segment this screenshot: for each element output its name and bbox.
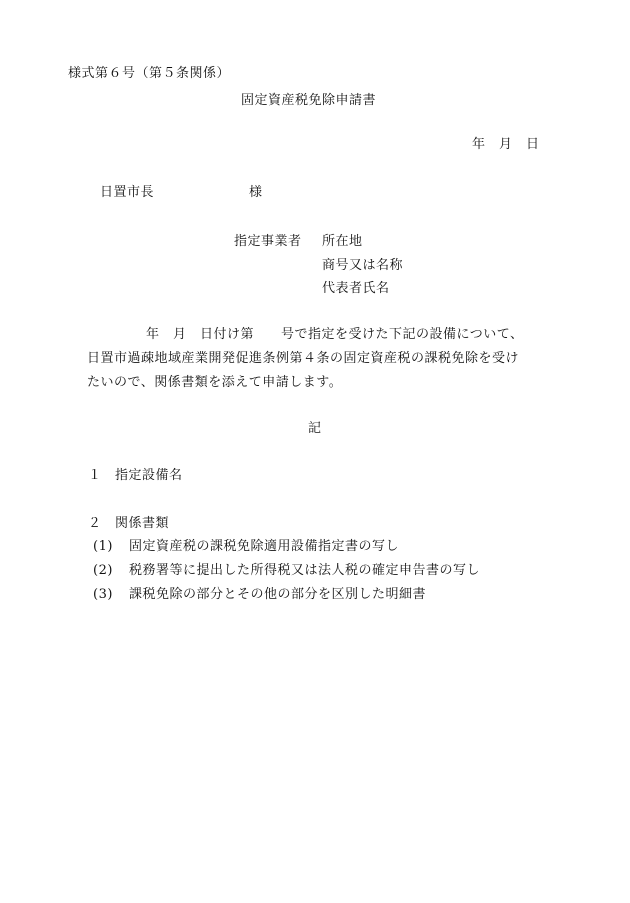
date-line: 年 月 日 xyxy=(472,137,540,152)
addressee-name: 日置市長 xyxy=(100,185,155,200)
body-line-2: 日置市過疎地域産業開発促進条例第４条の固定資産税の課税免除を受け xyxy=(87,351,520,366)
subitem-text: 課税免除の部分とその他の部分を区別した明細書 xyxy=(129,587,427,602)
subitem-number: (1) xyxy=(93,539,113,554)
applicant-field-name: 商号又は名称 xyxy=(322,258,404,273)
addressee-honorific: 様 xyxy=(249,185,263,200)
subitem-number: (3) xyxy=(93,587,113,602)
item1-label: 指定設備名 xyxy=(115,468,183,483)
applicant-label: 指定事業者 xyxy=(234,234,302,249)
item2-number: ２ xyxy=(88,516,102,531)
body-line-1: 年 月 日付け第 号で指定を受けた下記の設備について、 xyxy=(146,327,524,342)
document-title: 固定資産税免除申請書 xyxy=(241,93,377,108)
item2-label: 関係書類 xyxy=(115,516,170,531)
applicant-field-representative: 代表者氏名 xyxy=(322,281,390,296)
subitem-number: (2) xyxy=(93,563,113,578)
body-line-3: たいので、関係書類を添えて申請します。 xyxy=(87,375,343,390)
subitem-text: 税務署等に提出した所得税又は法人税の確定申告書の写し xyxy=(129,563,481,578)
ki-heading: 記 xyxy=(308,421,322,436)
applicant-field-address: 所在地 xyxy=(322,234,363,249)
subitem-text: 固定資産税の課税免除適用設備指定書の写し xyxy=(129,539,400,554)
form-number: 様式第６号（第５条関係） xyxy=(68,66,231,81)
item1-number: １ xyxy=(88,468,102,483)
